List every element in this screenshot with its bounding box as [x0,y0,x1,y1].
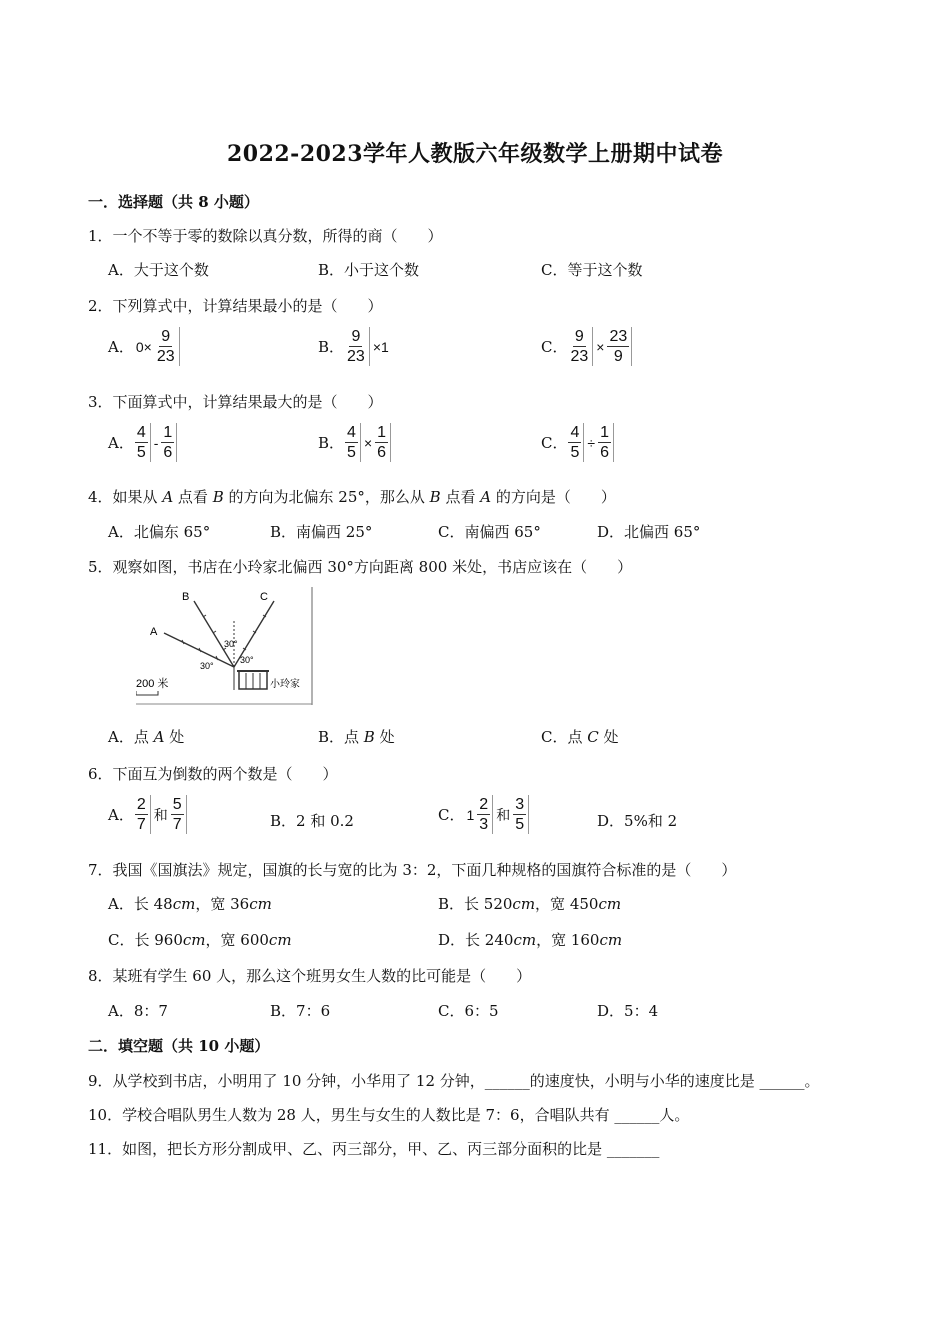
option-label: C． [541,338,568,356]
q5-option-c [541,726,619,747]
q4-text: 点看 [440,488,481,506]
expression-suffix: ×1 [372,338,389,355]
question-5: 5．观察如图，书店在小玲家北偏西 30°方向距离 800 米处，书店应该在（ ） [88,558,633,576]
q8-option-b: B．7：6 [270,1002,331,1020]
question-2: 2．下列算式中，计算结果最小的是（ ） [88,297,383,315]
denominator: 5 [136,444,146,461]
q5-option-a [108,726,184,747]
numerator: 23 [609,328,628,345]
question-8: 8．某班有学生 60 人，那么这个班男女生人数的比可能是（ ） [88,967,532,985]
label-c: C [260,591,268,603]
option-label: C． [438,806,465,824]
denominator: 23 [570,348,589,365]
q2-option-c [541,327,633,366]
unit: cm [513,931,537,949]
q1-option-c: C．等于这个数 [541,261,643,279]
unit: cm [182,931,206,949]
numerator: 1 [163,424,173,441]
unit: cm [598,895,622,913]
q6-option-d: D．5%和 2 [597,812,678,830]
question-4 [88,486,616,507]
angle-label: 30° [200,661,214,671]
option-text: C．点 [541,728,588,746]
numerator: 3 [515,796,525,813]
numerator: 9 [351,328,361,345]
operator: - [153,434,159,451]
tick-marks [182,615,266,660]
point-b: B [363,728,375,746]
q7-option-b [438,893,621,914]
denominator: 6 [377,444,387,461]
denominator: 23 [347,348,365,365]
option-text: A．长 48 [108,895,173,913]
house-icon [237,671,269,689]
unit: cm [599,931,623,949]
q3-option-a [108,423,178,462]
fraction [345,423,361,462]
point-b: B [429,488,441,506]
numerator: 9 [574,328,584,345]
numerator: 1 [600,424,609,441]
fraction [607,327,632,366]
q6-option-c [438,795,530,834]
conjunction: 和 [153,807,168,824]
numerator: 2 [479,796,489,813]
numerator: 4 [136,424,146,441]
option-text: C．长 960 [108,931,183,949]
point-b: B [212,488,224,506]
question-10: 10．学校合唱队男生人数为 28 人，男生与女生的人数比是 7：6，合唱队共有 ______人。 [88,1106,690,1124]
denominator: 5 [515,816,525,833]
question-3: 3．下面算式中，计算结果最大的是（ ） [88,393,383,411]
angle-label: 30° [224,639,238,649]
home-label: 小玲家 [270,679,300,690]
q3-option-b [318,423,392,462]
denominator: 5 [570,444,580,461]
option-text: ，宽 600 [205,931,269,949]
unit: cm [172,895,196,913]
operator: ÷ [587,434,596,451]
point-a: A [162,488,174,506]
option-text: A．点 [108,728,154,746]
denominator: 6 [600,444,609,461]
fraction [568,423,584,462]
option-label: A． [108,806,134,824]
option-text: ，宽 450 [535,895,599,913]
denominator: 23 [156,348,175,365]
option-text: 处 [164,728,185,746]
question-6: 6．下面互为倒数的两个数是（ ） [88,765,338,783]
option-text: ，宽 36 [195,895,250,913]
option-label: A． [108,338,134,356]
q4-text: 的方向为北偏东 25°，那么从 [223,488,430,506]
unit: cm [268,931,292,949]
numerator: 4 [570,424,580,441]
q1-option-a: A．大于这个数 [108,261,209,279]
point-a: A [153,728,165,746]
question-1: 1．一个不等于零的数除以真分数，所得的商（ ） [88,227,443,245]
label-b: B [182,591,190,603]
numerator: 1 [377,424,387,441]
label-a: A [150,626,158,638]
option-text: 处 [598,728,619,746]
option-label: C． [541,434,568,452]
q3-option-c [541,423,615,462]
q7-option-a [108,893,272,914]
denominator: 7 [136,816,146,833]
point-a: A [480,488,492,506]
q8-option-d: D．5：4 [597,1002,659,1020]
direction-diagram [136,587,314,705]
option-text: B．点 [318,728,364,746]
fraction [568,327,593,366]
option-text: D．长 240 [438,931,514,949]
option-label: B． [318,338,345,356]
numerator: 2 [136,796,146,813]
direction-diagram-svg [136,587,314,705]
q4-option-d: D．北偏西 65° [597,523,701,541]
fraction [598,423,614,462]
q4-option-b: B．南偏西 25° [270,523,373,541]
q2-option-a [108,327,181,366]
denominator: 7 [172,816,182,833]
scale-label: 200 米 [136,678,169,690]
option-label: A． [108,434,134,452]
conjunction: 和 [496,807,511,824]
section-heading-fill: 二．填空题（共 10 小题） [88,1037,270,1055]
fraction [155,327,180,366]
fraction [135,423,151,462]
expression-prefix: 0× [135,338,152,355]
q4-text: 4．如果从 [88,488,163,506]
option-text: ，宽 160 [536,931,600,949]
q6-option-b: B．2 和 0.2 [270,812,354,830]
q4-text: 的方向是（ ） [491,488,616,506]
denominator: 3 [479,816,489,833]
q5-option-b [318,726,395,747]
denominator: 9 [613,348,623,365]
fraction [171,795,187,834]
q4-option-c: C．南偏西 65° [438,523,541,541]
q8-option-c: C．6：5 [438,1002,499,1020]
option-label: B． [318,434,345,452]
q2-option-b [318,327,391,366]
point-c: C [587,728,599,746]
question-9: 9．从学校到书店，小明用了 10 分钟，小华用了 12 分钟，______的速度快，小明与小华的速度比是 ______。 [88,1072,820,1090]
denominator: 5 [347,444,356,461]
fraction [345,327,370,366]
option-text: 处 [374,728,395,746]
q6-option-a [108,795,188,834]
fraction [135,795,151,834]
q7-option-d [438,929,622,950]
unit: cm [249,895,272,913]
q4-text: 点看 [173,488,213,506]
denominator: 6 [163,444,173,461]
numerator: 5 [172,796,182,813]
q7-option-c [108,929,292,950]
fraction [161,423,177,462]
fraction [513,795,529,834]
q4-option-a: A．北偏东 65° [108,523,211,541]
fraction [477,795,493,834]
page-title: 2022-2023学年人教版六年级数学上册期中试卷 [226,141,724,167]
operator: × [363,434,373,451]
unit: cm [512,895,536,913]
numerator: 4 [347,424,356,441]
section-heading-choice: 一．选择题（共 8 小题） [88,193,259,211]
question-7: 7．我国《国旗法》规定，国旗的长与宽的比为 3：2，下面几种规格的国旗符合标准的是（ ） [88,861,737,879]
mixed-whole: 1 [466,806,475,823]
q8-option-a: A．8：7 [108,1002,168,1020]
operator: × [596,338,605,355]
numerator: 9 [161,328,171,345]
angle-label: 30° [240,655,254,665]
question-11: 11．如图，把长方形分割成甲、乙、丙三部分，甲、乙、丙三部分面积的比是 _______ [88,1140,660,1158]
scale-bar [136,691,158,695]
fraction [375,423,391,462]
option-text: B．长 520 [438,895,513,913]
q1-option-b: B．小于这个数 [318,261,420,279]
